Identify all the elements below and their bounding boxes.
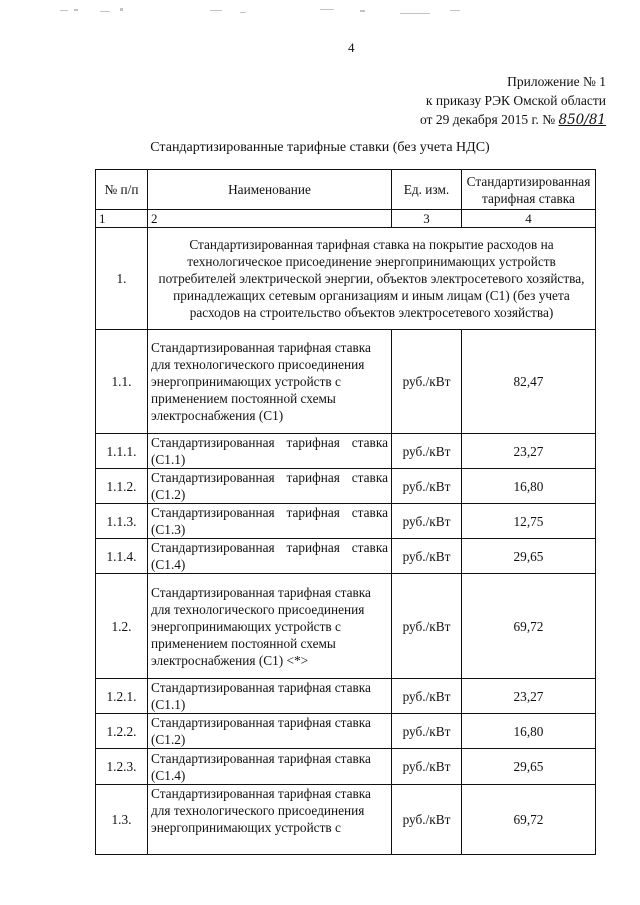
row-name: Стандартизированная тарифная ставка (С1.4) <box>148 539 392 574</box>
row-value: 23,27 <box>462 434 596 469</box>
document-title: Стандартизированные тарифные ставки (без учета НДС) <box>150 140 490 155</box>
row-name: Стандартизированная тарифная ставка (С1.4) <box>148 749 392 785</box>
table-row <box>96 574 596 679</box>
row-name: Стандартизированная тарифная ставка для технологического присоединения энергопринимающих устройств с <box>148 785 392 855</box>
row-unit: руб./кВт <box>392 434 462 469</box>
row-unit: руб./кВт <box>392 679 462 714</box>
appendix-date: от 29 декабря 2015 г. № <box>419 112 556 127</box>
table-row <box>96 679 596 714</box>
row-num: 1.3. <box>96 785 148 855</box>
row-value: 29,65 <box>462 539 596 574</box>
header-value: Стандартизированная тарифная ставка <box>462 170 596 210</box>
row-unit: руб./кВт <box>392 749 462 785</box>
index-cell: 2 <box>148 210 392 228</box>
header-unit: Ед. изм. <box>392 170 462 210</box>
row-num: 1.2.1. <box>96 679 148 714</box>
row-unit: руб./кВт <box>392 469 462 504</box>
table-row <box>96 504 596 539</box>
row-num: 1.1.3. <box>96 504 148 539</box>
index-cell: 3 <box>392 210 462 228</box>
row-num: 1.1.2. <box>96 469 148 504</box>
table-body <box>96 210 596 855</box>
row-name: Стандартизированная тарифная ставка (С1.1) <box>148 679 392 714</box>
table-row <box>96 434 596 469</box>
row-name: Стандартизированная тарифная ставка (С1.2) <box>148 714 392 749</box>
row-name: Стандартизированная тарифная ставка (С1.1) <box>148 434 392 469</box>
table-row <box>96 539 596 574</box>
table-row <box>96 228 596 330</box>
row-num: 1.1.4. <box>96 539 148 574</box>
table-row <box>96 469 596 504</box>
row-unit: руб./кВт <box>392 504 462 539</box>
row-unit: руб./кВт <box>392 785 462 855</box>
appendix-header <box>420 72 606 130</box>
row-num: 1.2. <box>96 574 148 679</box>
row-name: Стандартизированная тарифная ставка для технологического присоединения энергопринимающих устройств с применением постоянной схемы электроснабжения (С1) <*> <box>148 574 392 679</box>
scan-noise-marks <box>60 4 480 18</box>
row-unit: руб./кВт <box>392 574 462 679</box>
row-value: 16,80 <box>462 714 596 749</box>
page-number: 4 <box>348 40 355 55</box>
index-row <box>96 210 596 228</box>
row-name: Стандартизированная тарифная ставка (С1.2) <box>148 469 392 504</box>
table-row <box>96 749 596 785</box>
row-unit: руб./кВт <box>392 539 462 574</box>
appendix-line-2: к приказу РЭК Омской области <box>425 93 606 108</box>
index-cell: 1 <box>96 210 148 228</box>
row-unit: руб./кВт <box>392 330 462 434</box>
table-header-row <box>96 170 596 210</box>
row-value: 82,47 <box>462 330 596 434</box>
row-num: 1.2.2. <box>96 714 148 749</box>
row-value: 23,27 <box>462 679 596 714</box>
row-num: 1.1.1. <box>96 434 148 469</box>
table-row <box>96 785 596 855</box>
row-name: Стандартизированная тарифная ставка на покрытие расходов на технологическое присоединение энергопринимающих устройств потребителей электрической энергии, объектов электросетевого хозяйства, принадлежащих сетевым организациям и иным лицам (С1) (без учета расходов на строительство объектов электросетевого хозяйства) <box>148 228 596 330</box>
row-name: Стандартизированная тарифная ставка (С1.3) <box>148 504 392 539</box>
row-unit: руб./кВт <box>392 714 462 749</box>
order-number-handwritten: 850/81 <box>558 112 606 128</box>
row-value: 29,65 <box>462 749 596 785</box>
row-value: 69,72 <box>462 785 596 855</box>
header-num: № п/п <box>96 170 148 210</box>
row-value: 12,75 <box>462 504 596 539</box>
appendix-line-1: Приложение № 1 <box>507 74 606 89</box>
table-row <box>96 714 596 749</box>
rates-table <box>95 169 596 855</box>
appendix-line-3 <box>420 110 606 130</box>
row-value: 16,80 <box>462 469 596 504</box>
row-value: 69,72 <box>462 574 596 679</box>
row-num: 1.2.3. <box>96 749 148 785</box>
index-cell: 4 <box>462 210 596 228</box>
row-num: 1. <box>96 228 148 330</box>
row-num: 1.1. <box>96 330 148 434</box>
row-name: Стандартизированная тарифная ставка для технологического присоединения энергопринимающих устройств с применением постоянной схемы электроснабжения (С1) <box>148 330 392 434</box>
header-name: Наименование <box>148 170 392 210</box>
table-row <box>96 330 596 434</box>
